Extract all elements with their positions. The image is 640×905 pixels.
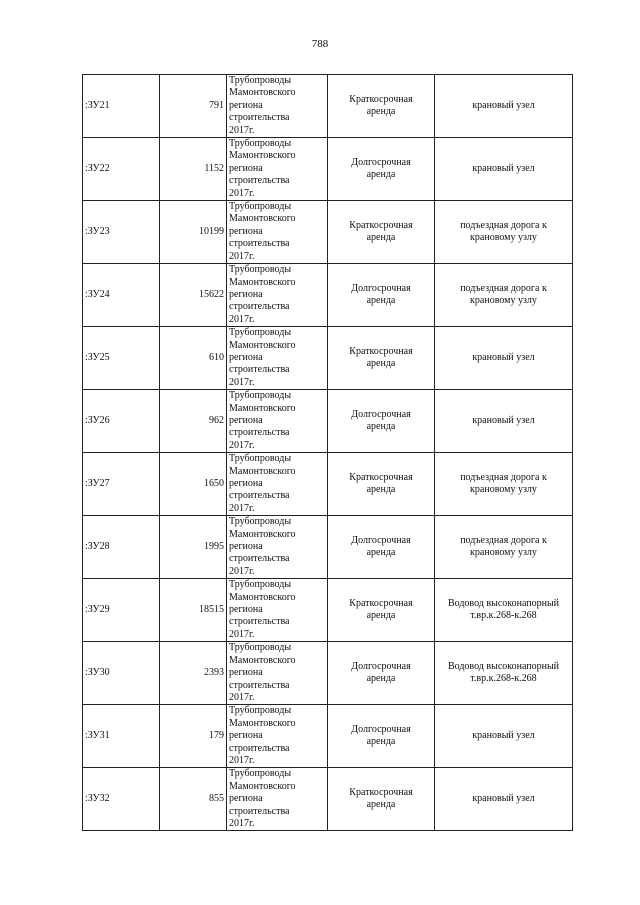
plot-purpose-cell-text: подъездная дорога к крановому узлу <box>460 219 547 244</box>
plot-purpose-cell-text: Водовод высоконапорный т.вр.к.268-к.268 <box>447 597 560 622</box>
plot-purpose-cell <box>435 768 573 831</box>
plot-description-cell-text: Трубопроводы Мамонтовского региона строительства 2017г. <box>229 453 296 514</box>
plot-purpose-cell <box>435 705 573 768</box>
plot-id-cell-text: :ЗУ26 <box>85 414 110 426</box>
plot-id-cell <box>83 453 160 516</box>
lease-type-cell <box>328 705 435 768</box>
land-plot-table <box>82 74 573 831</box>
table-row <box>83 75 573 138</box>
plot-area-cell-text: 15622 <box>199 288 224 300</box>
plot-area-cell <box>160 579 227 642</box>
lease-type-cell <box>328 642 435 705</box>
lease-type-cell-text: Долгосрочная аренда <box>351 534 411 559</box>
lease-type-cell-text: Долгосрочная аренда <box>351 408 411 433</box>
plot-area-cell <box>160 642 227 705</box>
table-row <box>83 327 573 390</box>
plot-area-cell <box>160 138 227 201</box>
plot-description-cell <box>227 768 328 831</box>
lease-type-cell-text: Долгосрочная аренда <box>351 660 411 685</box>
plot-id-cell-text: :ЗУ31 <box>85 730 110 742</box>
plot-purpose-cell <box>435 579 573 642</box>
plot-purpose-cell <box>435 390 573 453</box>
plot-description-cell-text: Трубопроводы Мамонтовского региона строительства 2017г. <box>229 579 296 640</box>
plot-area-cell-text: 855 <box>209 793 224 805</box>
plot-purpose-cell-text: крановый узел <box>472 414 535 426</box>
plot-area-cell-text: 791 <box>209 99 224 111</box>
plot-purpose-cell <box>435 75 573 138</box>
plot-id-cell <box>83 75 160 138</box>
plot-description-cell-text: Трубопроводы Мамонтовского региона строительства 2017г. <box>229 75 296 136</box>
plot-id-cell <box>83 138 160 201</box>
table-row <box>83 579 573 642</box>
lease-type-cell <box>328 579 435 642</box>
plot-id-cell <box>83 768 160 831</box>
plot-id-cell-text: :ЗУ23 <box>85 225 110 237</box>
plot-description-cell-text: Трубопроводы Мамонтовского региона строительства 2017г. <box>229 264 296 325</box>
plot-area-cell <box>160 201 227 264</box>
lease-type-cell-text: Долгосрочная аренда <box>351 723 411 748</box>
plot-description-cell-text: Трубопроводы Мамонтовского региона строительства 2017г. <box>229 327 296 388</box>
plot-description-cell <box>227 705 328 768</box>
plot-area-cell-text: 610 <box>209 351 224 363</box>
lease-type-cell <box>328 201 435 264</box>
plot-description-cell <box>227 138 328 201</box>
lease-type-cell <box>328 75 435 138</box>
page-number: 788 <box>311 38 329 50</box>
plot-area-cell <box>160 75 227 138</box>
lease-type-cell-text: Краткосрочная аренда <box>349 597 413 622</box>
table-row <box>83 705 573 768</box>
plot-area-cell <box>160 327 227 390</box>
plot-area-cell-text: 2393 <box>204 667 224 679</box>
lease-type-cell <box>328 516 435 579</box>
plot-description-cell-text: Трубопроводы Мамонтовского региона строительства 2017г. <box>229 642 296 703</box>
plot-id-cell-text: :ЗУ24 <box>85 288 110 300</box>
lease-type-cell-text: Краткосрочная аренда <box>349 345 413 370</box>
plot-description-cell-text: Трубопроводы Мамонтовского региона строительства 2017г. <box>229 201 296 262</box>
lease-type-cell <box>328 264 435 327</box>
plot-area-cell-text: 179 <box>209 730 224 742</box>
lease-type-cell <box>328 768 435 831</box>
table-row <box>83 390 573 453</box>
plot-purpose-cell-text: Водовод высоконапорный т.вр.к.268-к.268 <box>447 660 560 685</box>
table-row <box>83 138 573 201</box>
plot-id-cell <box>83 264 160 327</box>
lease-type-cell-text: Краткосрочная аренда <box>349 93 413 118</box>
plot-area-cell-text: 10199 <box>199 225 224 237</box>
plot-area-cell-text: 1152 <box>204 162 224 174</box>
plot-purpose-cell-text: крановый узел <box>472 351 535 363</box>
plot-purpose-cell <box>435 264 573 327</box>
lease-type-cell-text: Долгосрочная аренда <box>351 156 411 181</box>
table-row <box>83 642 573 705</box>
lease-type-cell <box>328 390 435 453</box>
plot-id-cell-text: :ЗУ27 <box>85 478 110 489</box>
plot-id-cell <box>83 579 160 642</box>
lease-type-cell-text: Долгосрочная аренда <box>351 282 411 307</box>
plot-purpose-cell-text: подъездная дорога к крановому узлу <box>460 282 547 307</box>
plot-description-cell <box>227 75 328 138</box>
lease-type-cell <box>328 138 435 201</box>
lease-type-cell-text: Краткосрочная аренда <box>349 219 413 244</box>
plot-purpose-cell-text: крановый узел <box>472 99 535 111</box>
plot-purpose-cell <box>435 642 573 705</box>
plot-area-cell-text: 1650 <box>204 478 224 489</box>
plot-purpose-cell <box>435 138 573 201</box>
plot-id-cell-text: :ЗУ29 <box>85 604 110 616</box>
plot-id-cell <box>83 705 160 768</box>
plot-area-cell <box>160 264 227 327</box>
plot-area-cell <box>160 705 227 768</box>
plot-area-cell-text: 1995 <box>204 541 224 553</box>
plot-description-cell <box>227 327 328 390</box>
plot-purpose-cell-text: крановый узел <box>472 793 535 805</box>
plot-purpose-cell <box>435 201 573 264</box>
plot-id-cell <box>83 390 160 453</box>
table-row <box>83 453 573 516</box>
plot-description-cell-text: Трубопроводы Мамонтовского региона строительства 2017г. <box>229 516 296 577</box>
plot-id-cell <box>83 327 160 390</box>
plot-id-cell <box>83 642 160 705</box>
plot-id-cell <box>83 201 160 264</box>
plot-area-cell <box>160 390 227 453</box>
plot-description-cell-text: Трубопроводы Мамонтовского региона строительства 2017г. <box>229 390 296 451</box>
table-row <box>83 768 573 831</box>
plot-id-cell-text: :ЗУ21 <box>85 99 110 111</box>
plot-id-cell-text: :ЗУ25 <box>85 351 110 363</box>
plot-description-cell <box>227 642 328 705</box>
plot-area-cell-text: 962 <box>209 414 224 426</box>
plot-description-cell <box>227 579 328 642</box>
plot-description-cell-text: Трубопроводы Мамонтовского региона строительства 2017г. <box>229 705 296 766</box>
plot-area-cell <box>160 453 227 516</box>
plot-area-cell <box>160 516 227 579</box>
plot-description-cell <box>227 390 328 453</box>
plot-id-cell <box>83 516 160 579</box>
plot-purpose-cell-text: крановый узел <box>472 162 535 174</box>
plot-id-cell-text: :ЗУ28 <box>85 541 110 553</box>
plot-id-cell-text: :ЗУ32 <box>85 793 110 805</box>
lease-type-cell <box>328 327 435 390</box>
plot-description-cell <box>227 453 328 516</box>
plot-description-cell <box>227 201 328 264</box>
land-plot-table-body <box>83 75 573 831</box>
plot-id-cell-text: :ЗУ22 <box>85 162 110 174</box>
plot-purpose-cell-text: подъездная дорога к крановому узлу <box>460 471 547 496</box>
table-row <box>83 201 573 264</box>
lease-type-cell <box>328 453 435 516</box>
plot-area-cell <box>160 768 227 831</box>
plot-purpose-cell <box>435 453 573 516</box>
plot-purpose-cell-text: подъездная дорога к крановому узлу <box>460 534 547 559</box>
plot-area-cell-text: 18515 <box>199 604 224 616</box>
table-row <box>83 264 573 327</box>
plot-purpose-cell-text: крановый узел <box>472 730 535 742</box>
plot-purpose-cell <box>435 516 573 579</box>
plot-description-cell-text: Трубопроводы Мамонтовского региона строительства 2017г. <box>229 768 296 829</box>
lease-type-cell-text: Краткосрочная аренда <box>349 471 413 496</box>
plot-description-cell <box>227 516 328 579</box>
plot-id-cell-text: :ЗУ30 <box>85 667 110 679</box>
lease-type-cell-text: Краткосрочная аренда <box>349 786 413 811</box>
table-row <box>83 516 573 579</box>
plot-description-cell <box>227 264 328 327</box>
plot-description-cell-text: Трубопроводы Мамонтовского региона строительства 2017г. <box>229 138 296 199</box>
plot-purpose-cell <box>435 327 573 390</box>
